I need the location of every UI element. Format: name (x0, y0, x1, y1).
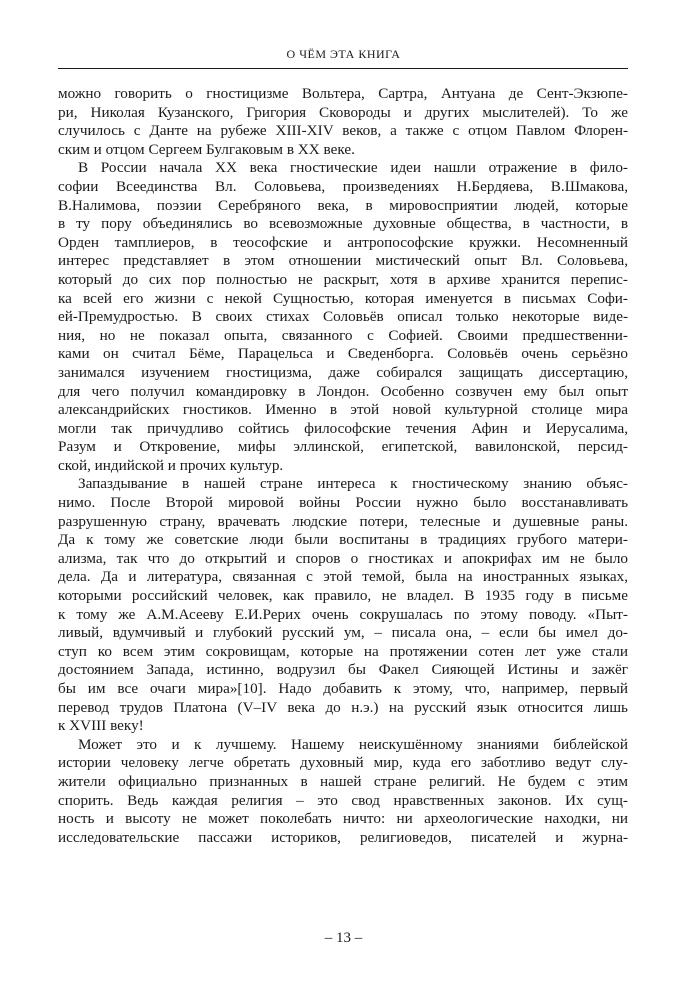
text-line: в ту пору объединялись во всевозможные духовные общества, в частности, в (58, 215, 628, 233)
paragraph (58, 475, 628, 735)
text-line: достоянием Запада, истинно, водрузил бы Факел Сияющей Истины и зажёг (58, 661, 628, 679)
text-line: ей-Премудростью. В своих стихах Соловьёв описал только некоторые виде- (58, 308, 628, 326)
header-rule (58, 68, 628, 69)
text-line: ка всей его жизни с некой Сущностью, которая именуется в письмах Софи- (58, 289, 628, 307)
text-line: ния, но не показал опыта, связанного с Софией. Своими предшественни- (58, 326, 628, 344)
text-line: Запаздывание в нашей стране интереса к гностическому знанию объяс- (78, 475, 628, 493)
text-line: который до сих пор полностью не раскрыт, хотя в архиве хранится перепис- (58, 270, 628, 288)
text-line: дела. Да и литература, связанная с этой темой, была на иностранных языках, (58, 568, 628, 586)
text-line: занимался изучением гностицизма, даже собирался защищать диссертацию, (58, 363, 628, 381)
text-line: В России начала XX века гностические идеи нашли отражение в фило- (78, 159, 628, 177)
text-line: ским и отцом Сергеем Булгаковым в XX веке. (58, 140, 355, 158)
text-line: бы им все очаги мира»[10]. Надо добавить к этому, что, например, первый (58, 680, 628, 697)
text-line: перевод трудов Платона (V–IV века до н.э.) на русский язык относится лишь (58, 698, 628, 716)
text-line: софии Всеединства Вл. Соловьева, произведениях Н.Бердяева, В.Шмакова, (58, 177, 628, 195)
text-line: нимо. После Второй мировой войны России нужно было восстанавливать (58, 494, 628, 512)
text-line: ри, Николая Кузанского, Григория Сковороды и других мыслителей). То же (58, 103, 628, 121)
text-line: к XVIII веку! (58, 717, 144, 735)
text-line: Разум и Откровение, мифы эллинской, египетской, вавилонской, персид- (58, 438, 628, 456)
text-line: ступ ко всем этим сокровищам, которые на протяжении сотен лет уже стали (58, 642, 628, 660)
page-number: – 13 – (324, 930, 363, 946)
text-line: ализма, так что до открытий и споров о гностиках и апокрифах им не было (58, 549, 628, 567)
text-line: ливый, вдумчивый и глубокий русский ум, – писала она, – если бы имел до- (58, 624, 628, 642)
paragraph (58, 736, 628, 848)
running-head: О ЧЁМ ЭТА КНИГА (286, 47, 401, 61)
text-line: истории человеку легче обретать духовный мир, куда его заботливо ведут слу- (58, 754, 628, 772)
text-line: могли так причудливо сойтись философские течения Афин и Иерусалима, (58, 419, 628, 437)
paragraph (58, 159, 628, 475)
text-line: для чего получил командировку в Лондон. Особенно созвучен ему был опыт (58, 382, 628, 400)
text-line: к тому же А.М.Асееву Е.И.Рерих очень сокрушалась по этому поводу. «Пыт- (58, 605, 628, 623)
text-line: исследовательские пассажи историков, религиоведов, писателей и журна- (58, 828, 628, 846)
text-line: Может это и к лучшему. Нашему неискушённому знаниями библейской (78, 735, 628, 753)
text-line: которыми российский человек, как правило, не владел. В 1935 году в письме (58, 587, 628, 605)
text-line: ность и высоту не может поколебать ничто: ни археологические находки, ни (58, 810, 628, 828)
paragraph (58, 85, 628, 159)
text-line: Да к тому же советские люди были воспитаны в традициях грубого матери- (58, 531, 628, 549)
text-line: александрийских гностиков. Именно в этой новой культурной столице мира (58, 401, 628, 419)
text-line: Орден тамплиеров, в теософские и антропософские кружки. Несомненный (58, 233, 628, 251)
text-line: можно говорить о гностицизме Вольтера, Сартра, Антуана де Сент-Экзюпе- (58, 85, 628, 102)
text-line: случилось с Данте на рубеже XIII-XIV веков, а также с отцом Павлом Флорен- (58, 122, 628, 140)
text-line: В.Налимова, поэзии Серебряного века, в мировосприятии людей, которые (58, 196, 628, 214)
text-line: ской, индийской и прочих культур. (58, 456, 284, 474)
text-line: интерес представляет в этом отношении мистический опыт Вл. Соловьева, (58, 252, 628, 270)
text-line: ками он считал Бёме, Парацельса и Сведенборга. Соловьёв очень серьёзно (58, 345, 628, 363)
text-line: жители официально признанных в нашей стране религий. Не будем с этим (58, 772, 628, 790)
text-line: спорить. Ведь каждая религия – это свод нравственных законов. Их сущ- (58, 791, 628, 809)
text-line: разрушенную страну, врачевать людские потери, телесные и душевные раны. (58, 512, 628, 530)
body-text (58, 85, 628, 847)
